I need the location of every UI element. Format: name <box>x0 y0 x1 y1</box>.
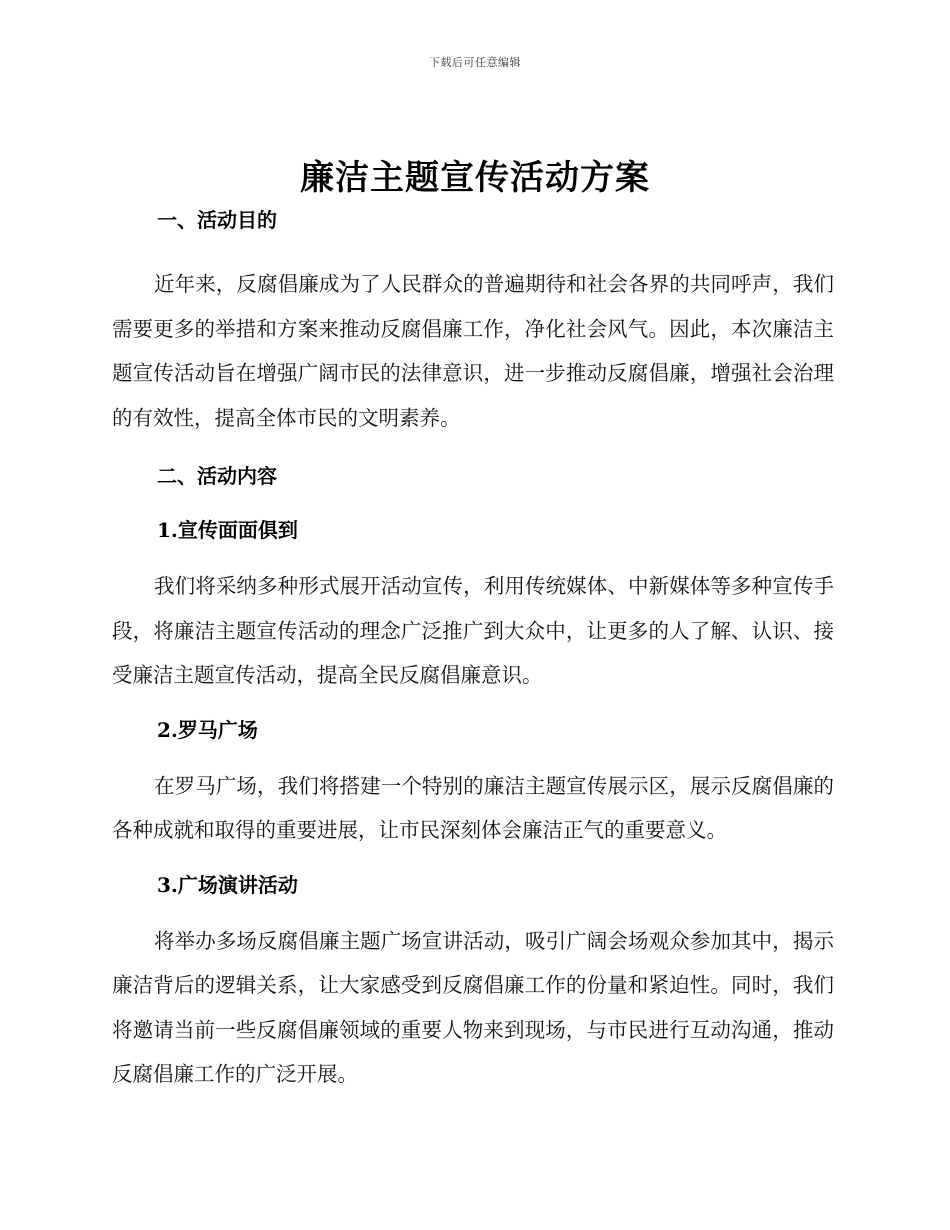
paragraph-purpose: 近年来，反腐倡廉成为了人民群众的普遍期待和社会各界的共同呼声，我们需要更多的举措和方案来推动反腐倡廉工作，净化社会风气。因此，本次廉洁主题宣传活动旨在增强广阔市民的法律意识，进一步推动反腐倡廉，增强社会治理的有效性，提高全体市民的文明素养。 <box>112 272 834 430</box>
section-heading-purpose: 一、活动目的 <box>157 208 277 232</box>
document-body <box>112 198 834 1097</box>
subheading-publicity: 1.宣传面面俱到 <box>157 518 298 542</box>
section-heading-content: 二、活动内容 <box>157 464 277 488</box>
header-note: 下载后可任意编辑 <box>429 56 521 69</box>
paragraph-square-speech: 将举办多场反腐倡廉主题广场宣讲活动，吸引广阔会场观众参加其中，揭示廉洁背后的逻辑关系，让大家感受到反腐倡廉工作的份量和紧迫性。同时，我们将邀请当前一些反腐倡廉领域的重要人物来到现场，与市民进行互动沟通，推动反腐倡廉工作的广泛开展。 <box>112 928 834 1086</box>
paragraph-publicity: 我们将采纳多种形式展开活动宣传，利用传统媒体、中新媒体等多种宣传手段，将廉洁主题宣传活动的理念广泛推广到大众中，让更多的人了解、认识、接受廉洁主题宣传活动，提高全民反腐倡廉意识。 <box>112 574 834 687</box>
subheading-square-speech: 3.广场演讲活动 <box>157 872 298 897</box>
paragraph-roman-square: 在罗马广场，我们将搭建一个特别的廉洁主题宣传展示区，展示反腐倡廉的各种成就和取得的重要进展，让市民深刻体会廉洁正气的重要意义。 <box>112 773 834 842</box>
subheading-roman-square: 2.罗马广场 <box>157 717 258 742</box>
document-title: 廉洁主题宣传活动方案 <box>300 158 650 198</box>
